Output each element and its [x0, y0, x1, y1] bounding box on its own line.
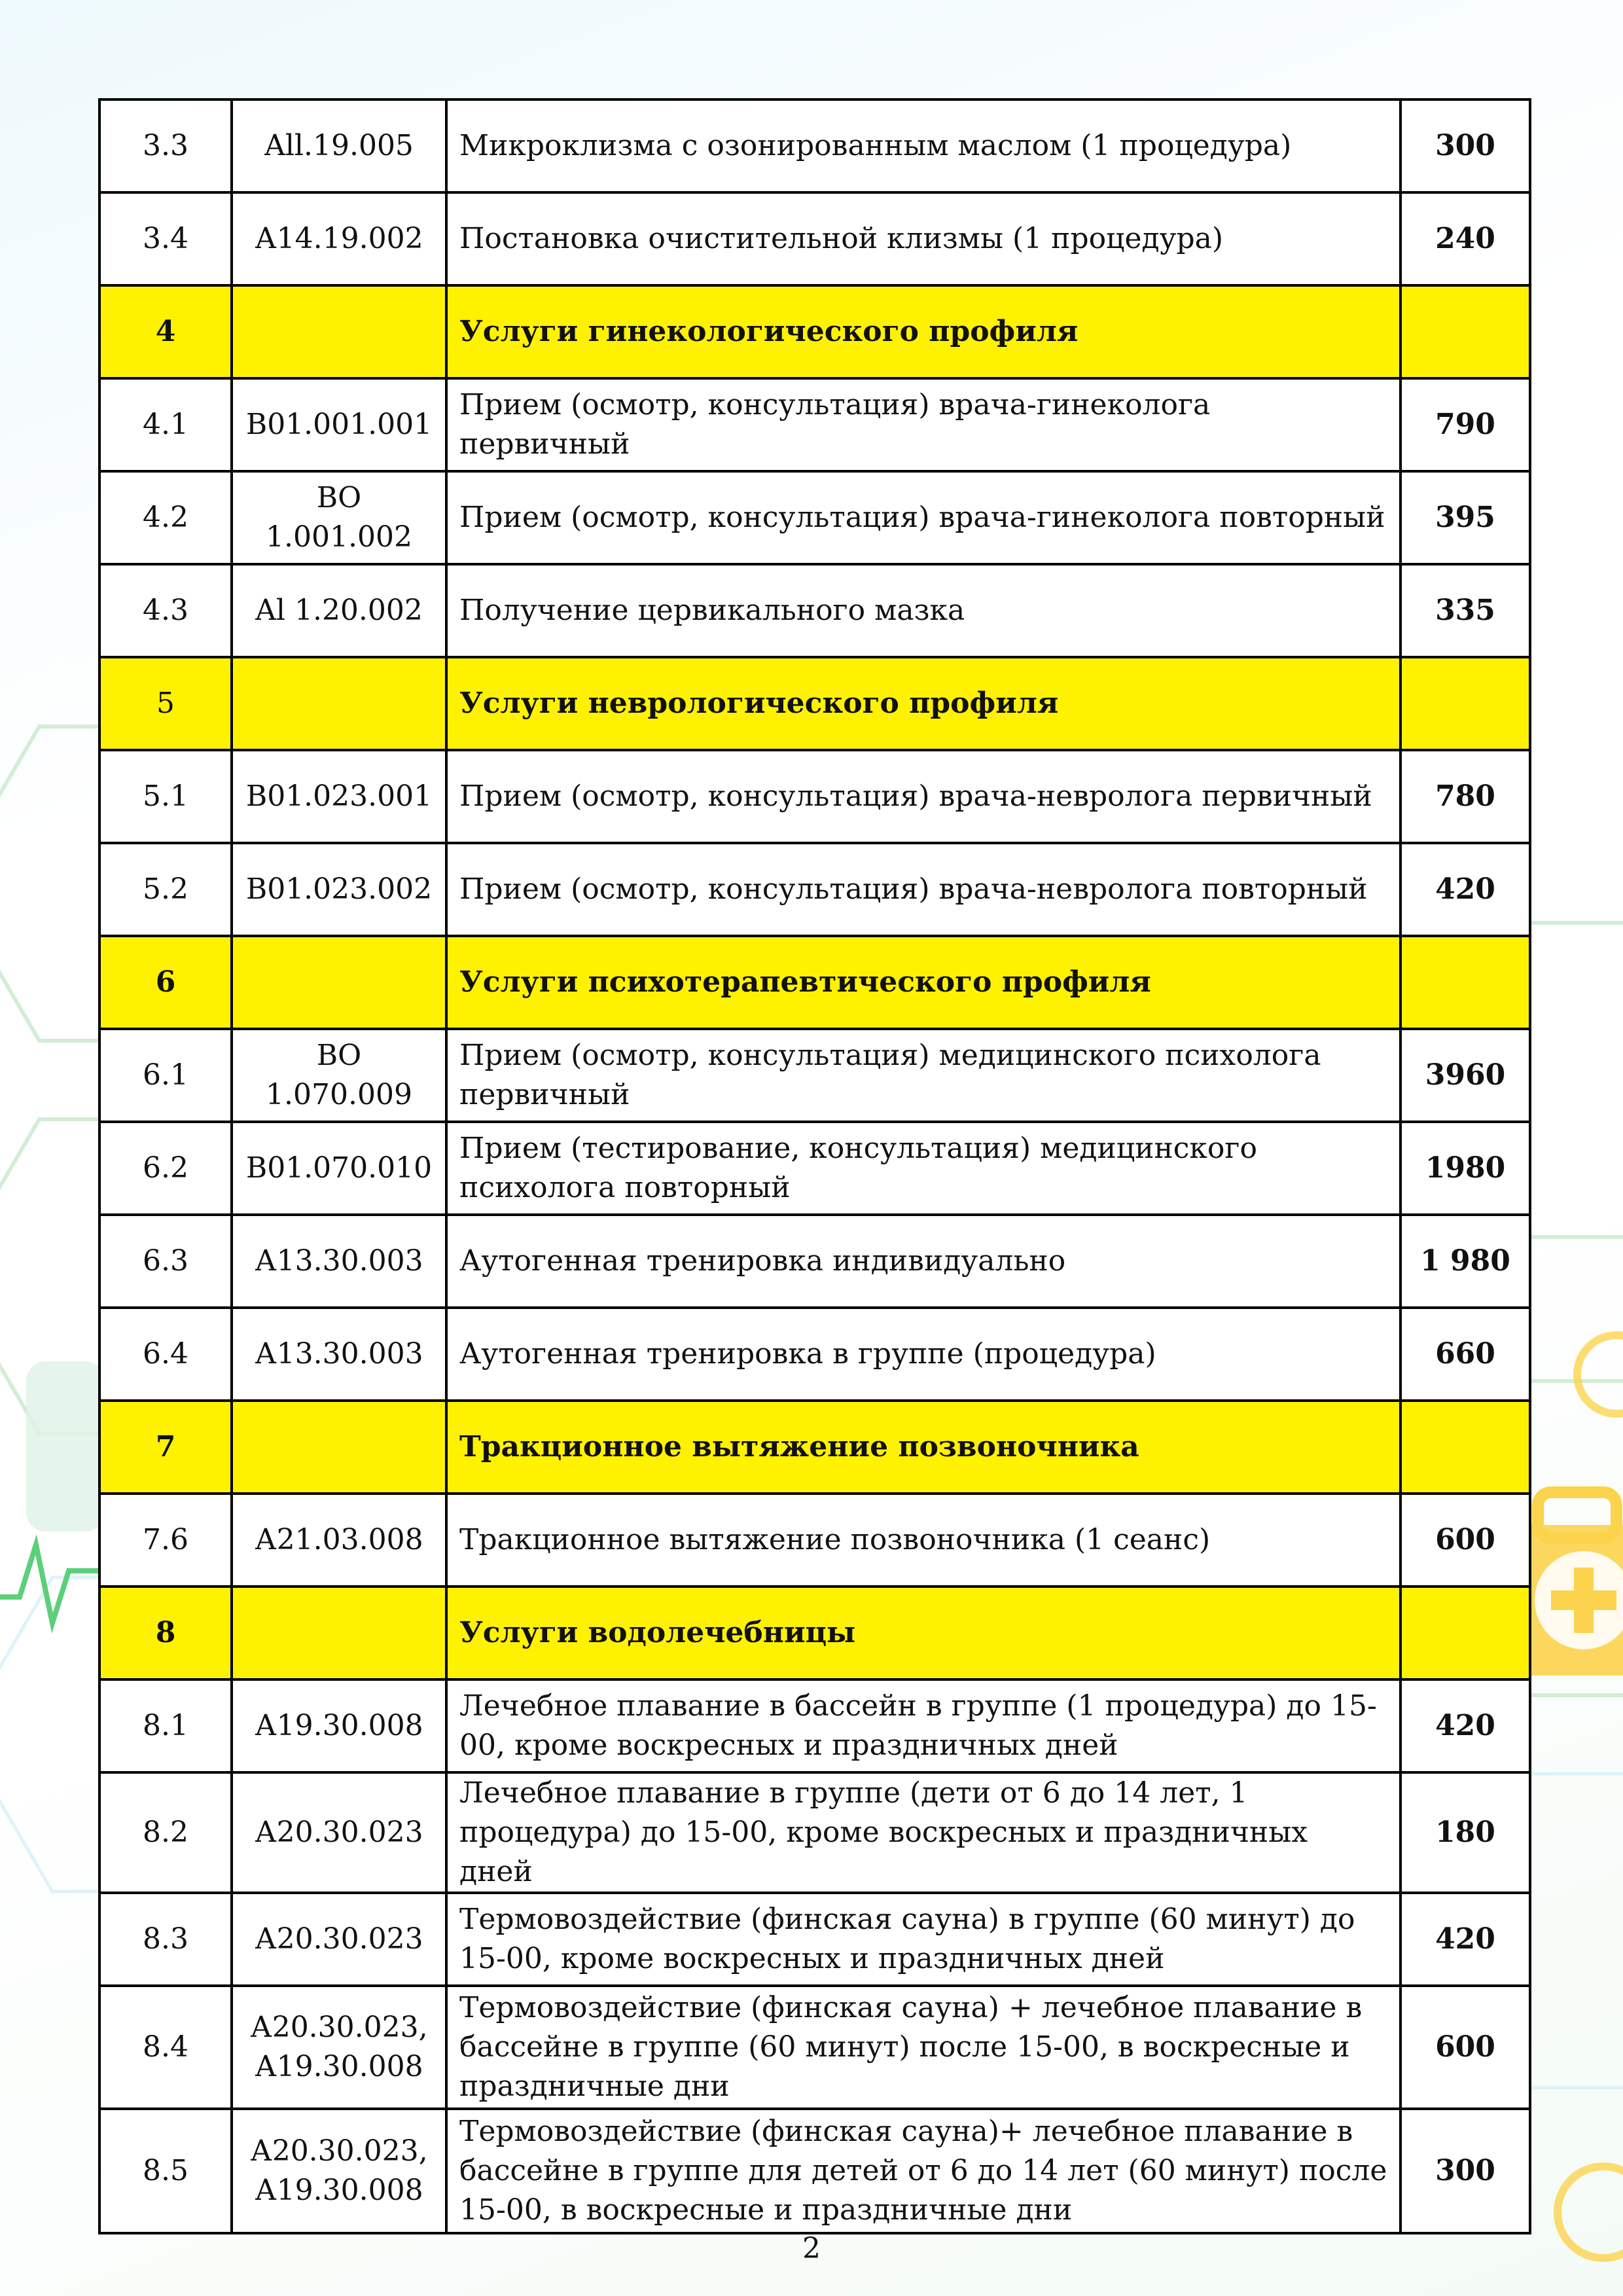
service-price — [1400, 285, 1530, 378]
price-table — [98, 98, 1531, 2234]
service-price: 240 — [1400, 192, 1530, 285]
service-code: А20.30.023, А19.30.008 — [232, 2109, 446, 2233]
service-name: Прием (тестирование, консультация) медицинского психолога повторный — [446, 1122, 1400, 1215]
section-title: Услуги неврологического профиля — [446, 657, 1400, 750]
service-name: Прием (осмотр, консультация) врача-гинеколога первичный — [446, 378, 1400, 471]
table-row — [99, 2109, 1530, 2233]
service-name: Прием (осмотр, консультация) медицинского психолога первичный — [446, 1029, 1400, 1122]
row-number: 8.5 — [99, 2109, 232, 2233]
service-name: Прием (осмотр, консультация) врача-гинеколога повторный — [446, 471, 1400, 564]
service-price: 420 — [1400, 843, 1530, 936]
service-price: 790 — [1400, 378, 1530, 471]
table-row — [99, 378, 1530, 471]
table-row — [99, 1029, 1530, 1122]
service-code: В01.070.010 — [232, 1122, 446, 1215]
service-price: 780 — [1400, 750, 1530, 843]
section-row — [99, 657, 1530, 750]
row-number: 7.6 — [99, 1494, 232, 1587]
section-row — [99, 285, 1530, 378]
table-row — [99, 1215, 1530, 1308]
service-name: Аутогенная тренировка в группе (процедура) — [446, 1308, 1400, 1401]
section-row — [99, 1587, 1530, 1679]
service-price: 660 — [1400, 1308, 1530, 1401]
service-price: 1980 — [1400, 1122, 1530, 1215]
row-number: 3.4 — [99, 192, 232, 285]
service-price: 1 980 — [1400, 1215, 1530, 1308]
table-row — [99, 843, 1530, 936]
service-code: В01.001.001 — [232, 378, 446, 471]
section-title: Услуги психотерапевтического профиля — [446, 936, 1400, 1029]
section-row — [99, 1401, 1530, 1494]
service-code: ВО 1.001.002 — [232, 471, 446, 564]
service-code — [232, 285, 446, 378]
service-name: Прием (осмотр, консультация) врача-невролога повторный — [446, 843, 1400, 936]
service-price — [1400, 1401, 1530, 1494]
row-number: 4.1 — [99, 378, 232, 471]
table-row — [99, 1986, 1530, 2109]
table-row — [99, 1122, 1530, 1215]
service-code: А13.30.003 — [232, 1308, 446, 1401]
section-title: Услуги гинекологического профиля — [446, 285, 1400, 378]
row-number: 8.2 — [99, 1772, 232, 1893]
service-code — [232, 657, 446, 750]
table-row — [99, 1494, 1530, 1587]
service-code: А13.30.003 — [232, 1215, 446, 1308]
service-price: 600 — [1400, 1494, 1530, 1587]
service-price — [1400, 657, 1530, 750]
table-row — [99, 750, 1530, 843]
service-code — [232, 1587, 446, 1679]
service-name: Термовоздействие (финская сауна) в группе (60 минут) до 15-00, кроме воскресных и праздничных дней — [446, 1893, 1400, 1986]
service-price: 420 — [1400, 1893, 1530, 1986]
row-number: 4.3 — [99, 564, 232, 657]
service-code: А14.19.002 — [232, 192, 446, 285]
table-row — [99, 471, 1530, 564]
row-number: 6.3 — [99, 1215, 232, 1308]
row-number: 6 — [99, 936, 232, 1029]
row-number: 4 — [99, 285, 232, 378]
service-price — [1400, 936, 1530, 1029]
service-name: Тракционное вытяжение позвоночника (1 сеанс) — [446, 1494, 1400, 1587]
table-row — [99, 1893, 1530, 1986]
service-price: 600 — [1400, 1986, 1530, 2109]
row-number: 4.2 — [99, 471, 232, 564]
service-name: Аутогенная тренировка индивидуально — [446, 1215, 1400, 1308]
service-name: Прием (осмотр, консультация) врача-невролога первичный — [446, 750, 1400, 843]
row-number: 5.2 — [99, 843, 232, 936]
row-number: 8.1 — [99, 1679, 232, 1772]
service-price: 180 — [1400, 1772, 1530, 1893]
row-number: 6.4 — [99, 1308, 232, 1401]
row-number: 7 — [99, 1401, 232, 1494]
service-name: Термовоздействие (финская сауна)+ лечебное плавание в бассейне в группе для детей от 6 до 14 лет (60 минут) после 15-00, в воскресные и праздничные дни — [446, 2109, 1400, 2233]
service-code: All.19.005 — [232, 99, 446, 192]
service-name: Постановка очистительной клизмы (1 процедура) — [446, 192, 1400, 285]
service-code: А21.03.008 — [232, 1494, 446, 1587]
table-row — [99, 99, 1530, 192]
service-code: В01.023.001 — [232, 750, 446, 843]
service-price: 300 — [1400, 2109, 1530, 2233]
row-number: 3.3 — [99, 99, 232, 192]
table-row — [99, 192, 1530, 285]
section-title: Услуги водолечебницы — [446, 1587, 1400, 1679]
row-number: 6.1 — [99, 1029, 232, 1122]
service-price: 395 — [1400, 471, 1530, 564]
page-number: 2 — [802, 2232, 821, 2265]
row-number: 5.1 — [99, 750, 232, 843]
service-name: Термовоздействие (финская сауна) + лечебное плавание в бассейне в группе (60 минут) после 15-00, в воскресные и праздничные дни — [446, 1986, 1400, 2109]
row-number: 8.4 — [99, 1986, 232, 2109]
price-table-body — [99, 99, 1530, 2233]
service-name: Лечебное плавание в бассейн в группе (1 процедура) до 15-00, кроме воскресных и праздничных дней — [446, 1679, 1400, 1772]
service-price — [1400, 1587, 1530, 1679]
section-row — [99, 936, 1530, 1029]
service-code: А20.30.023 — [232, 1893, 446, 1986]
service-price: 3960 — [1400, 1029, 1530, 1122]
service-name: Микроклизма с озонированным маслом (1 процедура) — [446, 99, 1400, 192]
service-code: А19.30.008 — [232, 1679, 446, 1772]
table-row — [99, 1679, 1530, 1772]
service-code — [232, 1401, 446, 1494]
table-row — [99, 1772, 1530, 1893]
service-name: Лечебное плавание в группе (дети от 6 до 14 лет, 1 процедура) до 15-00, кроме воскресных и праздничных дней — [446, 1772, 1400, 1893]
service-code — [232, 936, 446, 1029]
service-code: А20.30.023 — [232, 1772, 446, 1893]
service-name: Получение цервикального мазка — [446, 564, 1400, 657]
row-number: 8 — [99, 1587, 232, 1679]
row-number: 8.3 — [99, 1893, 232, 1986]
table-row — [99, 564, 1530, 657]
service-price: 335 — [1400, 564, 1530, 657]
service-code: А20.30.023, А19.30.008 — [232, 1986, 446, 2109]
table-row — [99, 1308, 1530, 1401]
service-code: ВО 1.070.009 — [232, 1029, 446, 1122]
service-price: 300 — [1400, 99, 1530, 192]
row-number: 6.2 — [99, 1122, 232, 1215]
service-code: В01.023.002 — [232, 843, 446, 936]
section-title: Тракционное вытяжение позвоночника — [446, 1401, 1400, 1494]
service-price: 420 — [1400, 1679, 1530, 1772]
row-number: 5 — [99, 657, 232, 750]
service-code: Al 1.20.002 — [232, 564, 446, 657]
